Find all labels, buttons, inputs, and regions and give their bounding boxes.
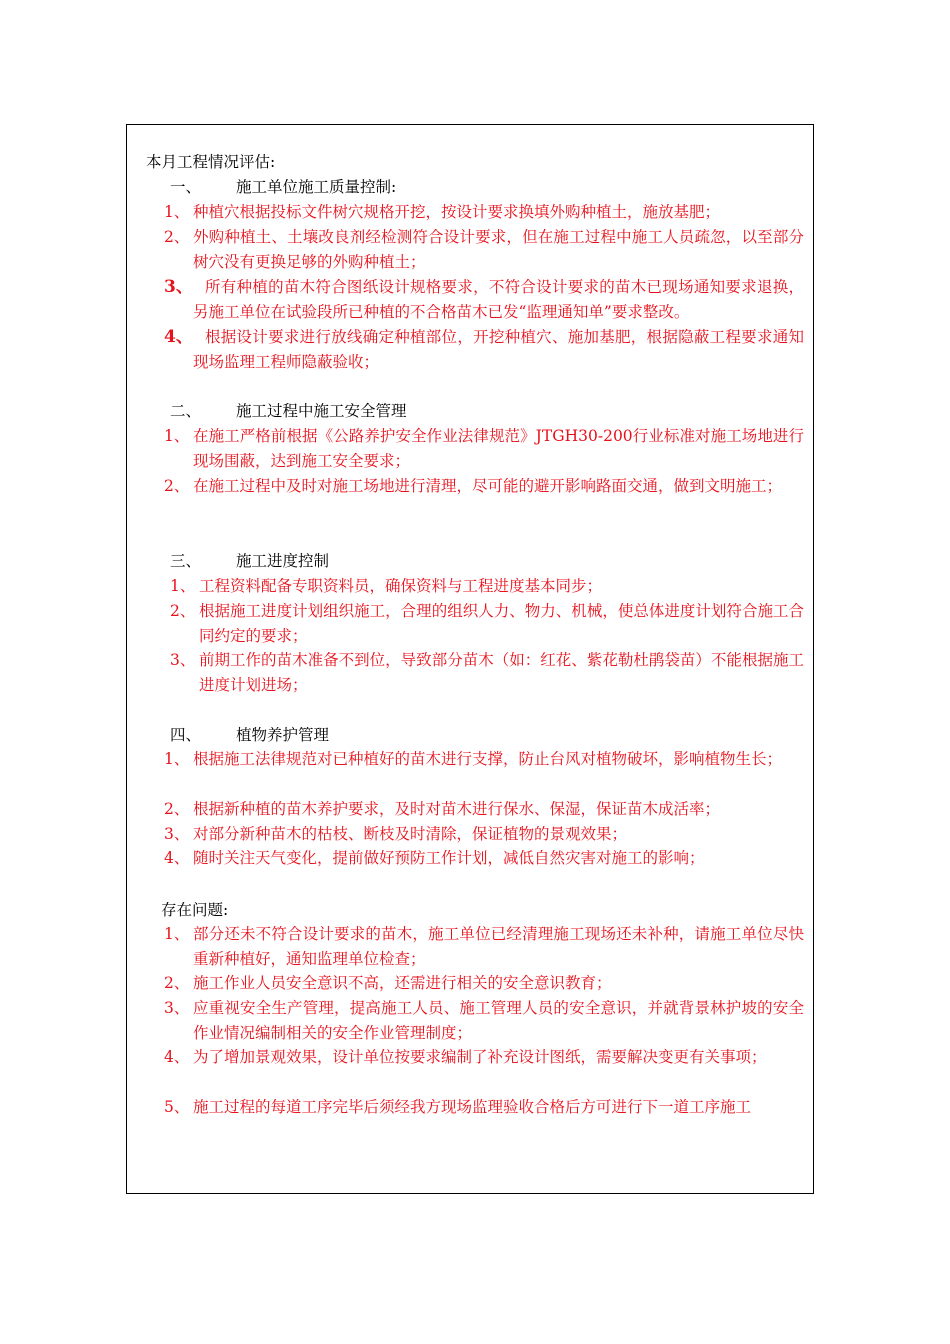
page-title: 本月工程情况评估: <box>146 153 276 171</box>
section-1-number: 一、 <box>170 178 202 196</box>
section-4-heading: 植物养护管理 <box>236 726 330 744</box>
section-2-number: 二、 <box>170 402 202 420</box>
section-4-number: 四、 <box>170 726 202 744</box>
section-2-heading: 施工过程中施工安全管理 <box>236 402 407 420</box>
section-1-heading: 施工单位施工质量控制: <box>236 178 397 196</box>
section-3-heading: 施工进度控制 <box>236 552 330 570</box>
issues-heading: 存在问题: <box>161 901 229 919</box>
section-3-number: 三、 <box>170 552 202 570</box>
